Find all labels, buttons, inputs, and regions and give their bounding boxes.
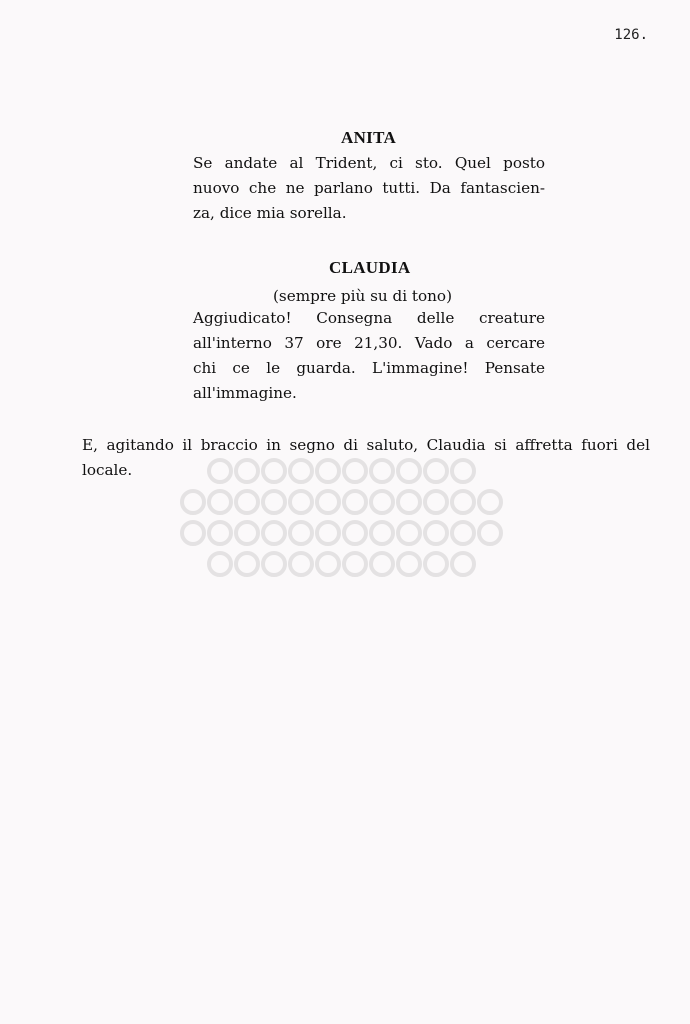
- watermark-ring: [288, 489, 314, 515]
- watermark-ring: [369, 551, 395, 577]
- watermark-ring: [207, 520, 233, 546]
- watermark-ring: [288, 551, 314, 577]
- dialogue-claudia: [193, 306, 545, 406]
- watermark-ring: [450, 489, 476, 515]
- watermark-ring: [423, 489, 449, 515]
- dialogue-line: nuovo che ne parlano tutti. Da fantascien-: [193, 179, 545, 197]
- watermark-ring: [369, 489, 395, 515]
- watermark-ring: [450, 551, 476, 577]
- watermark-ring: [315, 489, 341, 515]
- watermark-ring: [369, 520, 395, 546]
- watermark-ring: [234, 520, 260, 546]
- watermark-ring: [477, 520, 503, 546]
- dialogue-line: chi ce le guarda. L'immagine! Pensate: [193, 359, 545, 377]
- page-number: 126.: [614, 27, 648, 43]
- watermark-ring: [261, 489, 287, 515]
- watermark-ring: [423, 520, 449, 546]
- watermark-ring: [315, 520, 341, 546]
- watermark-ring: [342, 489, 368, 515]
- watermark-ring: [180, 489, 206, 515]
- watermark-ring: [261, 520, 287, 546]
- watermark-ring: [396, 489, 422, 515]
- watermark-ring: [234, 551, 260, 577]
- watermark-ring: [261, 551, 287, 577]
- watermark-ring: [207, 551, 233, 577]
- watermark-ring: [396, 551, 422, 577]
- action-description: [82, 433, 650, 483]
- dialogue-line: all'interno 37 ore 21,30. Vado a cercare: [193, 334, 545, 352]
- watermark-ring: [342, 551, 368, 577]
- watermark-ring: [396, 520, 422, 546]
- watermark-ring: [315, 551, 341, 577]
- watermark-ring: [288, 520, 314, 546]
- dialogue-line: za, dice mia sorella.: [193, 204, 347, 222]
- action-line: E, agitando il braccio in segno di saluto, Claudia si affretta fuori del: [82, 436, 650, 454]
- dialogue-anita: [193, 151, 545, 226]
- character-name-anita: ANITA: [341, 128, 397, 147]
- action-line: locale.: [82, 461, 133, 479]
- watermark-ring: [180, 520, 206, 546]
- watermark-ring: [342, 520, 368, 546]
- dialogue-line: Se andate al Trident, ci sto. Quel posto: [193, 154, 545, 172]
- watermark-ring: [423, 551, 449, 577]
- watermark-ring: [477, 489, 503, 515]
- parenthetical-claudia: (sempre più su di tono): [273, 287, 453, 305]
- dialogue-line: Aggiudicato! Consegna delle creature: [193, 309, 545, 327]
- watermark-ring: [450, 520, 476, 546]
- character-name-claudia: CLAUDIA: [329, 258, 411, 277]
- watermark-ring: [234, 489, 260, 515]
- watermark-ring: [207, 489, 233, 515]
- dialogue-line: all'immagine.: [193, 384, 297, 402]
